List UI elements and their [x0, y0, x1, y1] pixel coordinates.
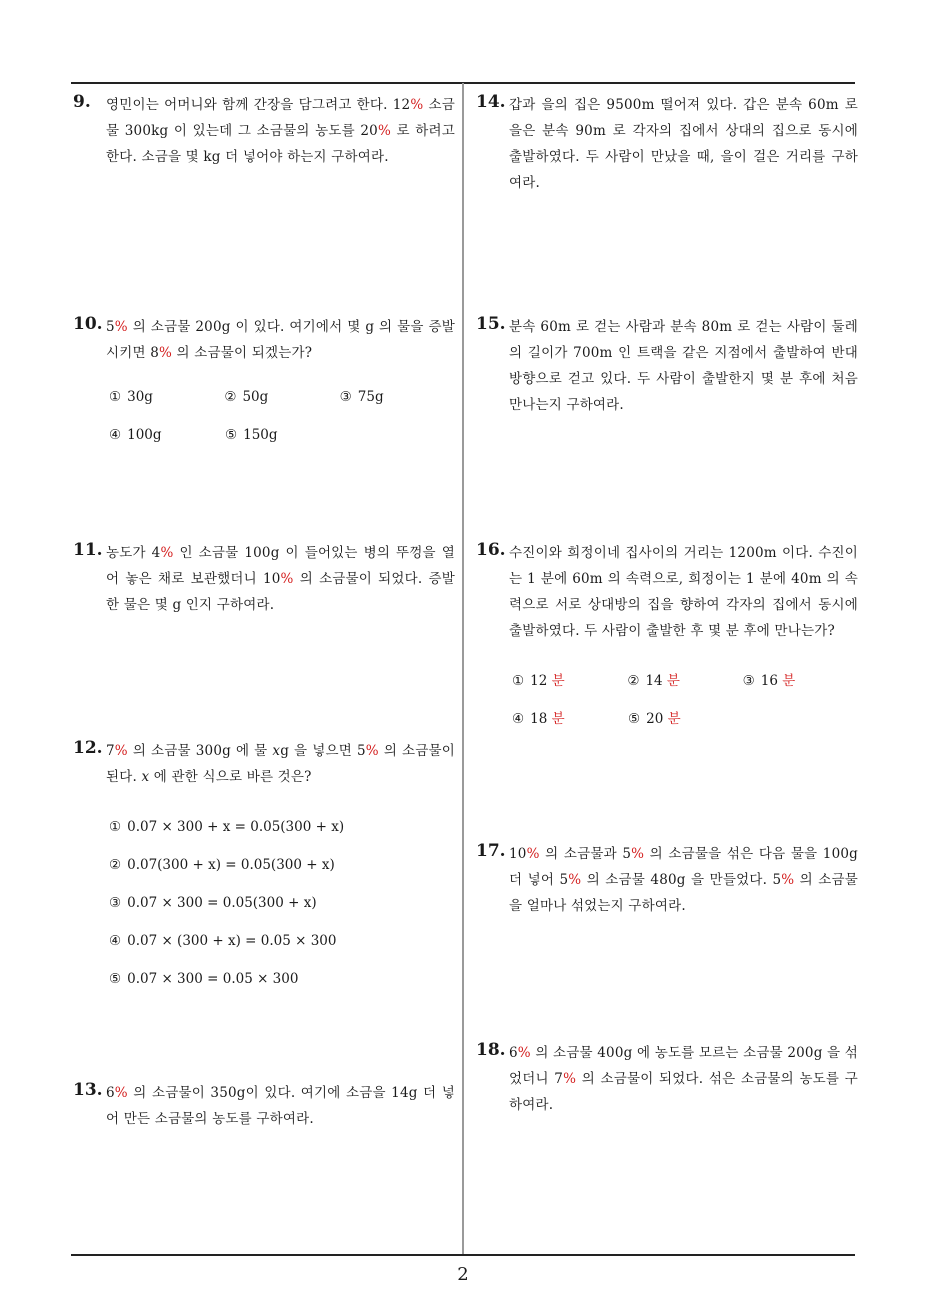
column-divider	[462, 83, 464, 1255]
choice-1[interactable]: ① 0.07 × 300 + x = 0.05(300 + x)	[109, 819, 345, 835]
choice-3[interactable]: ③ 16 분	[742, 673, 796, 689]
problem-text: 6% 의 소금물이 350g이 있다. 여기에 소금을 14g 더 넣어 만든 소금물의 농도를 구하여라.	[106, 1085, 455, 1127]
problem-number: 18.	[476, 1040, 506, 1060]
choice-4[interactable]: ④ 0.07 × (300 + x) = 0.05 × 300	[109, 933, 337, 949]
problem-text: 갑과 을의 집은 9500m 떨어져 있다. 갑은 분속 60m 로 을은 분속 90m 로 각자의 집에서 상대의 집으로 동시에 출발하였다. 두 사람이 만났을 때, 을이 걸은 거리를 구하여라.	[509, 97, 858, 191]
problem-9	[73, 92, 455, 170]
problem-number: 15.	[476, 314, 506, 334]
problem-number: 10.	[73, 314, 103, 334]
choice-5[interactable]: ⑤ 150g	[225, 427, 278, 443]
problem-number: 11.	[73, 540, 103, 560]
problem-17	[476, 841, 858, 919]
problem-18	[476, 1040, 858, 1118]
problem-11	[73, 540, 455, 618]
choice-2[interactable]: ② 50g	[224, 389, 269, 405]
problem-14	[476, 92, 858, 196]
problem-number: 14.	[476, 92, 506, 112]
choice-3[interactable]: ③ 75g	[339, 389, 384, 405]
problem-13	[73, 1080, 455, 1132]
choice-5[interactable]: ⑤ 0.07 × 300 = 0.05 × 300	[109, 971, 299, 987]
choice-5[interactable]: ⑤ 20 분	[628, 711, 681, 727]
problem-text: 농도가 4% 인 소금물 100g 이 들어있는 병의 뚜껑을 열어 놓은 채로 보관했더니 10% 의 소금물이 되었다. 증발한 물은 몇 g 인지 구하여라.	[106, 545, 455, 613]
problem-text: 분속 60m 로 걷는 사람과 분속 80m 로 걷는 사람이 둘레의 길이가 700m 인 트랙을 같은 지점에서 출발하여 반대 방향으로 걷고 있다. 두 사람이 출발한지 몇 분 후에 처음 만나는지 구하여라.	[509, 319, 858, 413]
choice-4[interactable]: ④ 18 분	[512, 711, 565, 727]
problem-number: 17.	[476, 841, 506, 861]
problem-text: 수진이와 희정이네 집사이의 거리는 1200m 이다. 수진이는 1 분에 60m 의 속력으로, 희정이는 1 분에 40m 의 속력으로 서로 상대방의 집을 향하여 각자의 집에서 동시에 출발하였다. 두 사람이 출발한 후 몇 분 후에 만나는가?	[509, 545, 858, 639]
answer-choices	[512, 660, 858, 736]
choice-1[interactable]: ① 12 분	[512, 673, 565, 689]
problem-number: 13.	[73, 1080, 103, 1100]
answer-choices	[109, 378, 455, 454]
answer-choices	[109, 808, 455, 998]
choice-4[interactable]: ④ 100g	[109, 427, 162, 443]
problem-text: 영민이는 어머니와 함께 간장을 담그려고 한다. 12% 소금물 300kg 이 있는데 그 소금물의 농도를 20% 로 하려고 한다. 소금을 몇 kg 더 넣어야 하는지 구하여라.	[106, 97, 455, 165]
problem-text: 7% 의 소금물 300g 에 물 xg 을 넣으면 5% 의 소금물이 된다. x 에 관한 식으로 바른 것은?	[106, 743, 456, 785]
problem-text: 5% 의 소금물 200g 이 있다. 여기에서 몇 g 의 물을 증발시키면 8% 의 소금물이 되겠는가?	[106, 319, 455, 361]
choice-3[interactable]: ③ 0.07 × 300 = 0.05(300 + x)	[109, 895, 317, 911]
problem-number: 12.	[73, 738, 103, 758]
problem-16	[476, 540, 858, 736]
choice-1[interactable]: ① 30g	[109, 389, 153, 405]
problem-15	[476, 314, 858, 418]
problem-10	[73, 314, 455, 454]
problem-12	[73, 738, 455, 998]
choice-2[interactable]: ② 14 분	[627, 673, 680, 689]
page-number: 2	[457, 1264, 469, 1285]
problem-number: 9.	[73, 92, 91, 112]
problem-text: 10% 의 소금물과 5% 의 소금물을 섞은 다음 물을 100g 더 넣어 5% 의 소금물 480g 을 만들었다. 5% 의 소금물을 얼마나 섞었는지 구하여라.	[509, 846, 859, 914]
problem-number: 16.	[476, 540, 506, 560]
choice-2[interactable]: ② 0.07(300 + x) = 0.05(300 + x)	[109, 857, 335, 873]
problem-text: 6% 의 소금물 400g 에 농도를 모르는 소금물 200g 을 섞었더니 7% 의 소금물이 되었다. 섞은 소금물의 농도를 구하여라.	[509, 1045, 859, 1113]
bottom-rule	[71, 1254, 855, 1256]
